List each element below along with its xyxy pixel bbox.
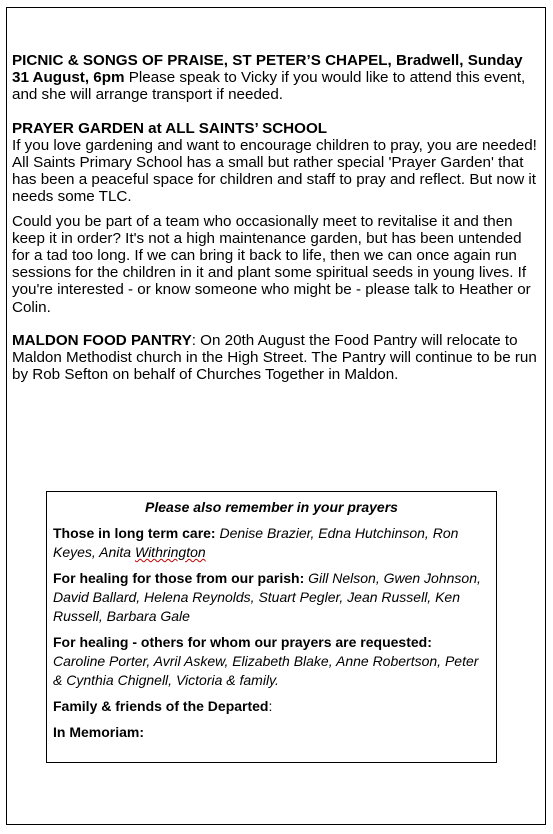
picnic-heading: PICNIC & SONGS OF PRAISE, ST PETER’S CHAPEL, Bradwell, Sunday 31 August, 6pm [12, 52, 523, 87]
prayer-garden-notice [12, 120, 542, 206]
prayer-garden-heading: PRAYER GARDEN at ALL SAINTS’ SCHOOL [12, 119, 328, 137]
long-term-care-section [53, 524, 490, 562]
food-pantry-heading: MALDON FOOD PANTRY [12, 331, 192, 349]
departed-section [53, 697, 490, 716]
prayer-garden-body-1: If you love gardening and want to encourage children to pray, you are needed! All Saints Primary School has a small but rather special 'Prayer Garden' that has been a peaceful space for children and staff to pray and reflect. But now it needs some TLC. [12, 136, 537, 206]
healing-parish-label: For healing for those from our parish: [53, 570, 305, 586]
departed-suffix: : [268, 698, 273, 714]
notices-section [12, 52, 542, 393]
healing-parish-names: Gill Nelson, Gwen Johnson, David Ballard, Helena Reynolds, Stuart Pegler, Jean Russell, Ken Russell, Barbara Gale [53, 570, 481, 624]
prayer-garden-paragraph-2 [12, 213, 542, 316]
healing-others-names: Caroline Porter, Avril Askew, Elizabeth Blake, Anne Robertson, Peter & Cynthia Chignell, Victoria & family. [53, 653, 479, 688]
memoriam-section [53, 723, 490, 742]
food-pantry-notice [12, 332, 542, 384]
picnic-body: Please speak to Vicky if you would like to attend this event, and she will arrange transport if needed. [12, 69, 526, 104]
memoriam-label: In Memoriam: [53, 724, 145, 740]
long-term-care-names: Denise Brazier, Edna Hutchinson, Ron Keyes, Anita [53, 525, 459, 560]
healing-others-label: For healing - others for whom our prayers are requested: [53, 634, 432, 650]
food-pantry-body: : On 20th August the Food Pantry will relocate to Maldon Methodist church in the High Street. The Pantry will continue to be run by Rob Sefton on behalf of Churches Together in Maldon. [12, 331, 537, 384]
long-term-care-names-last: Withrington [134, 544, 206, 560]
picnic-notice [12, 52, 542, 104]
healing-parish-section [53, 569, 490, 626]
long-term-care-label: Those in long term care: [53, 525, 216, 541]
departed-label: Family & friends of the Departed [53, 698, 269, 714]
prayer-list-title: Please also remember in your prayers [145, 499, 398, 515]
prayer-list-box [46, 491, 497, 763]
prayer-garden-body-2: Could you be part of a team who occasionally meet to revitalise it and then keep it in order? It's not a high maintenance garden, but has been untended for a tad too long. If we can bring it back to life, then we can once again run sessions for the children in it and plant some spiritual seeds in young lives. If you're interested - or know someone who might be - please talk to Heather or Colin. [12, 212, 531, 316]
healing-others-section [53, 633, 490, 690]
